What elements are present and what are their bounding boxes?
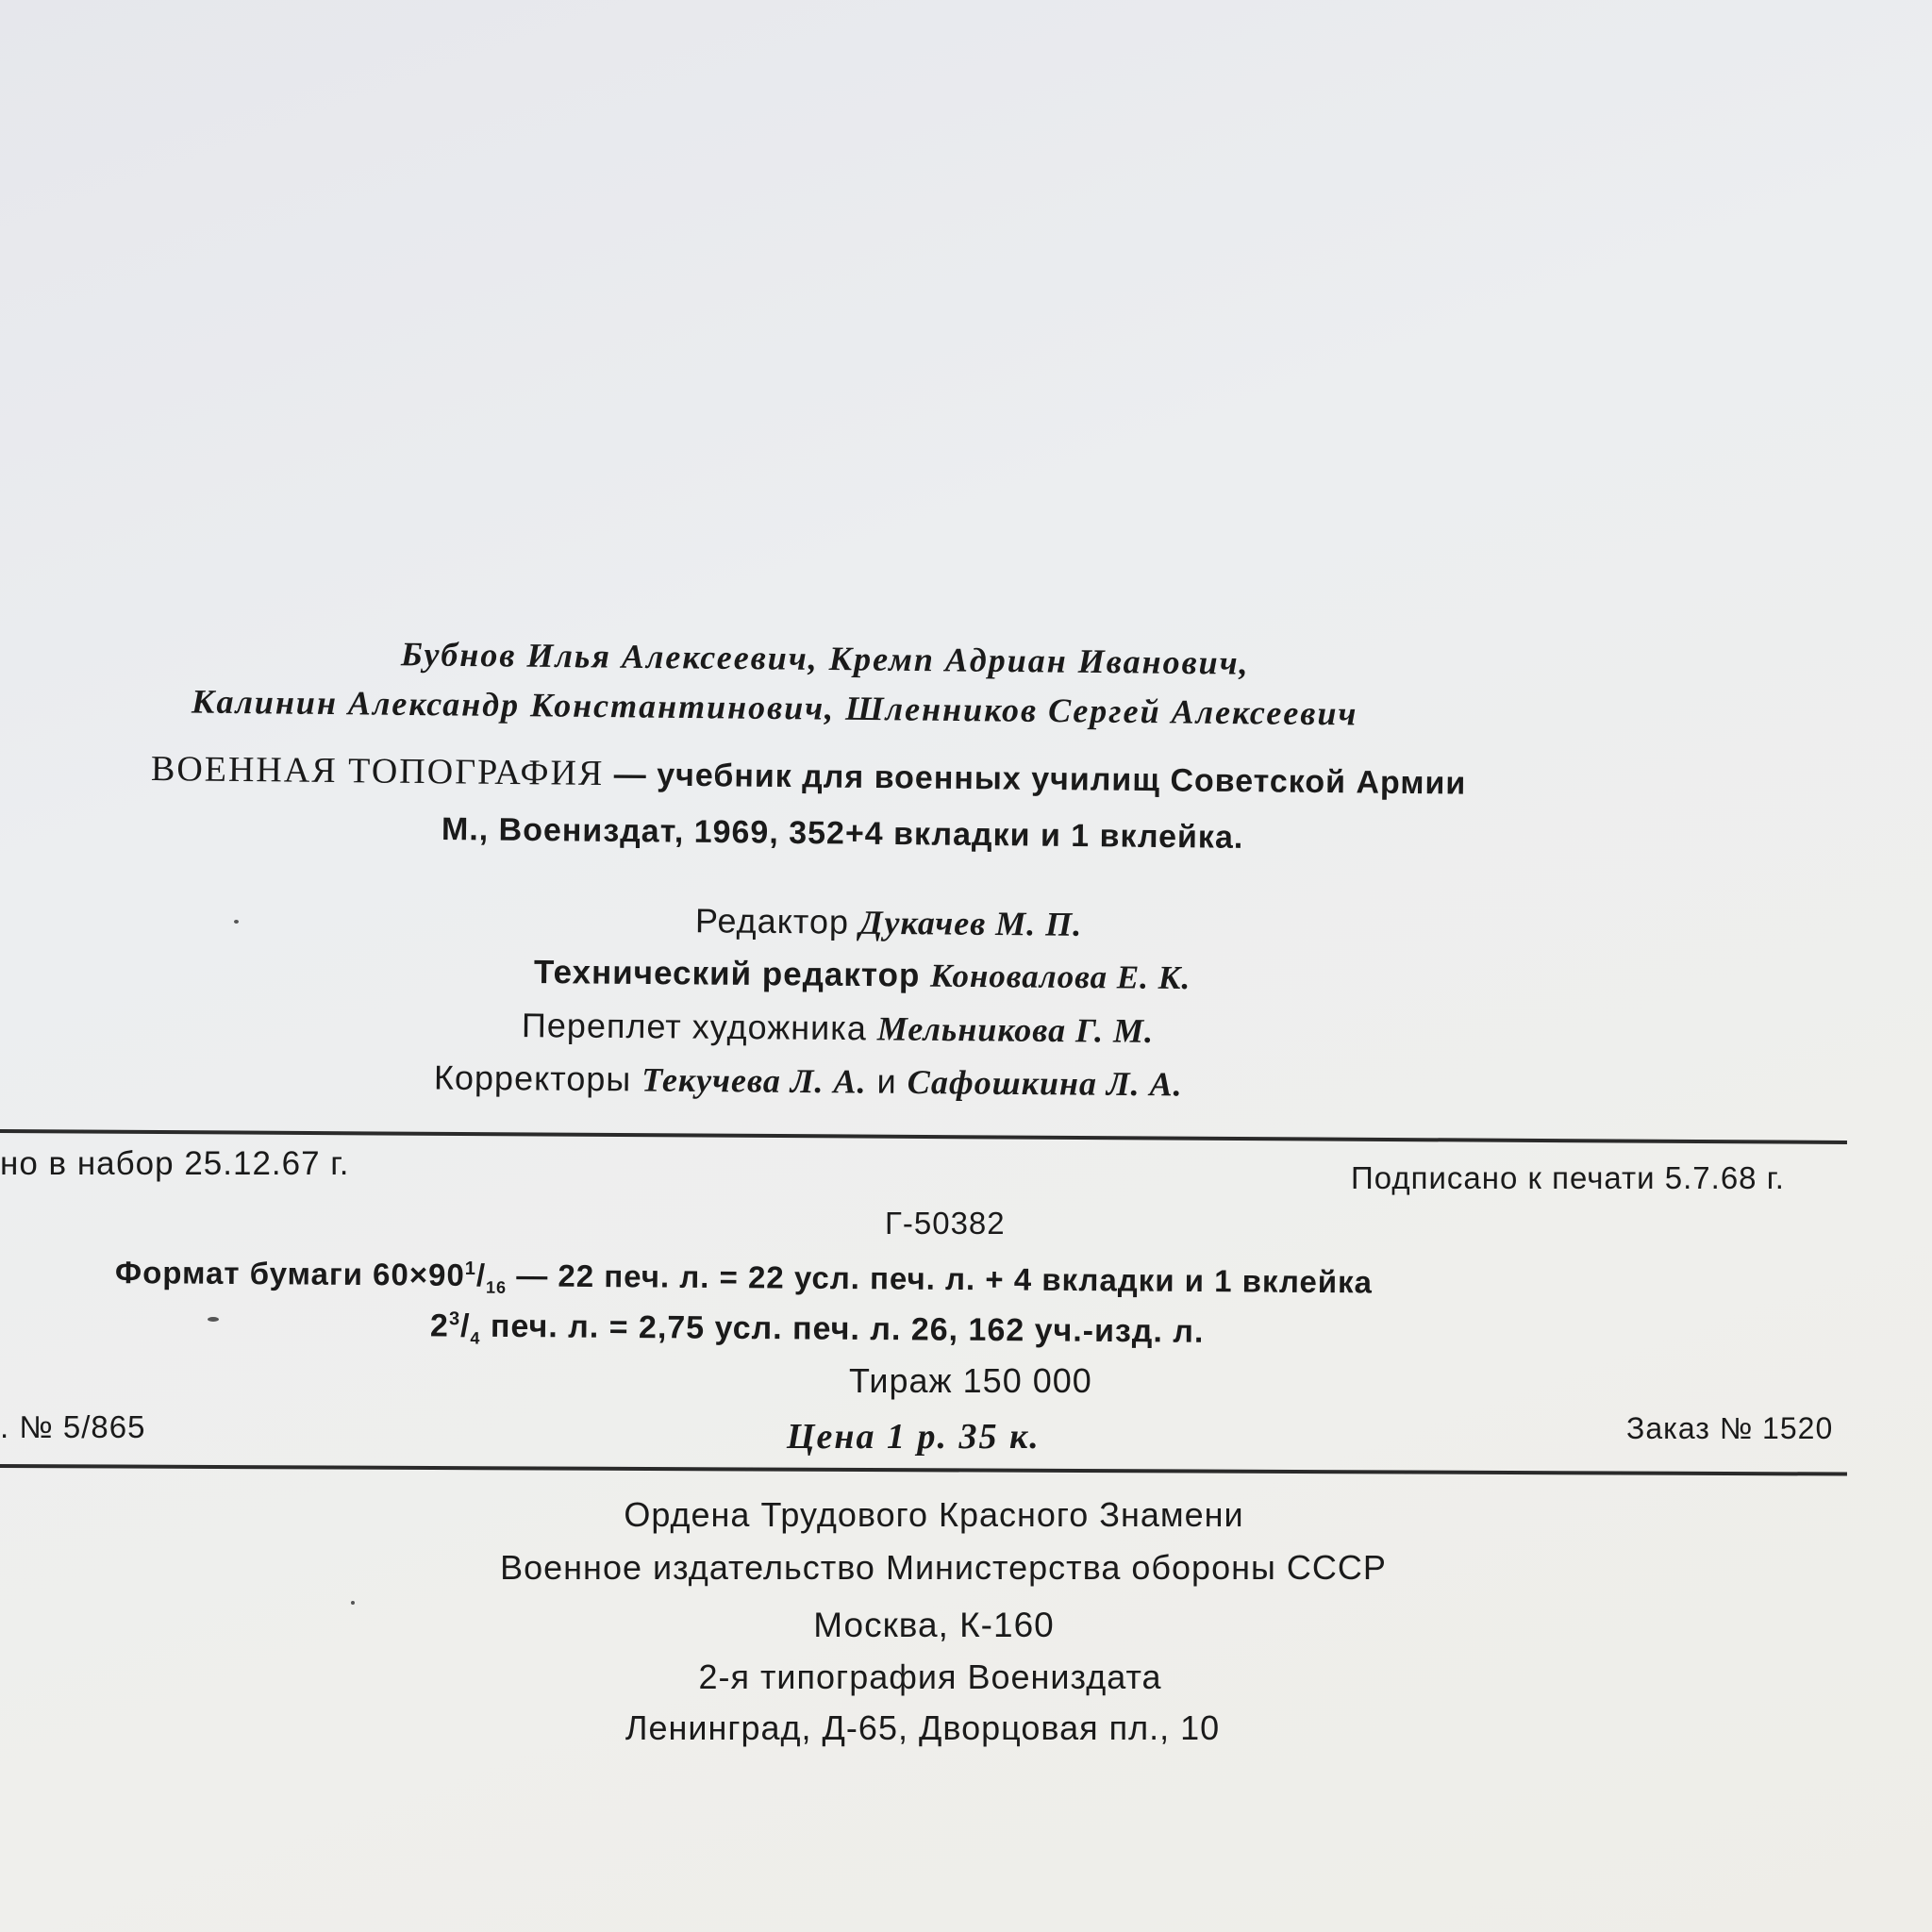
credit-role: Корректоры bbox=[433, 1058, 632, 1099]
publisher-line-5: Ленинград, Д-65, Дворцовая пл., 10 bbox=[625, 1708, 1221, 1747]
sheets-rest: печ. л. = 2,75 усл. печ. л. 26, 162 уч.-изд. л. bbox=[480, 1307, 1205, 1350]
publisher-line-3: Москва, К-160 bbox=[813, 1606, 1055, 1644]
tirage: Тираж 150 000 bbox=[849, 1361, 1092, 1400]
paper-speck bbox=[351, 1601, 355, 1605]
authors-line-1: Бубнов Илья Алексеевич, Кремп Адриан Иванович, bbox=[400, 635, 1250, 682]
credit-binding-artist bbox=[522, 1008, 1154, 1048]
format-rest: — 22 печ. л. = 22 усл. печ. л. + 4 вкладки и 1 вклейка bbox=[506, 1257, 1374, 1300]
bottom-rule bbox=[0, 1464, 1847, 1476]
credit-name: Коновалова Е. К. bbox=[929, 957, 1191, 997]
credit-name: Текучева Л. А. bbox=[641, 1060, 867, 1101]
credit-proofreaders bbox=[433, 1058, 1183, 1104]
book-imprint: М., Воениздат, 1969, 352+4 вкладки и 1 вклейка. bbox=[441, 811, 1244, 856]
price: Цена 1 р. 35 к. bbox=[787, 1417, 1041, 1457]
format-sup: 1 bbox=[464, 1257, 477, 1280]
format-prefix: Формат бумаги 60×90 bbox=[114, 1255, 465, 1292]
format-sub: 16 bbox=[485, 1277, 508, 1297]
credit-role: Редактор bbox=[694, 901, 850, 941]
sheets-sup: 3 bbox=[448, 1308, 461, 1330]
sheets-sub: 4 bbox=[470, 1328, 481, 1348]
credit-name: Мельникова Г. М. bbox=[876, 1009, 1155, 1050]
credit-joiner: и bbox=[876, 1061, 897, 1101]
paper-speck bbox=[234, 920, 239, 924]
set-date: но в набор 25.12.67 г. bbox=[0, 1145, 350, 1182]
credit-name: Дукачев М. П. bbox=[858, 903, 1083, 943]
order-number: Заказ № 1520 bbox=[1626, 1411, 1834, 1445]
credit-tech-editor bbox=[533, 953, 1191, 997]
book-title-line bbox=[151, 751, 1467, 801]
publisher-line-2: Военное издательство Министерства обороны СССР bbox=[500, 1548, 1387, 1587]
credit-role: Технический редактор bbox=[533, 953, 921, 994]
sheets-int: 2 bbox=[429, 1307, 450, 1344]
top-rule bbox=[0, 1129, 1847, 1144]
authors-line-2: Калинин Александр Константинович, Шленников Сергей Алексеевич bbox=[191, 682, 1358, 733]
book-title: ВОЕННАЯ ТОПОГРАФИЯ bbox=[150, 749, 605, 794]
paper-speck bbox=[208, 1317, 219, 1322]
paper-format: Формат бумаги $60\times 90^1/_{16}$ — 22 печ. л. = 22 усл. печ. л. + 4 вкладки и 1 вклейка bbox=[114, 1255, 1374, 1300]
credit-editor bbox=[694, 901, 1083, 943]
publisher-code: Г-50382 bbox=[885, 1206, 1006, 1241]
publisher-line-4: 2-я типография Воениздата bbox=[698, 1657, 1162, 1696]
publisher-line-1: Ордена Трудового Красного Знамени bbox=[624, 1495, 1244, 1534]
izd-number: . № 5/865 bbox=[0, 1409, 146, 1444]
credit-role: Переплет художника bbox=[521, 1006, 868, 1048]
credit-name-2: Сафошкина Л. А. bbox=[907, 1062, 1183, 1104]
book-subtitle: — учебник для военных училищ Советской Армии bbox=[613, 757, 1467, 802]
sheets-info: $2^3/_4$ печ. л. = 2,75 усл. печ. л. 26, 162 уч.-изд. л. bbox=[429, 1307, 1205, 1350]
signed-date: Подписано к печати 5.7.68 г. bbox=[1351, 1160, 1785, 1195]
